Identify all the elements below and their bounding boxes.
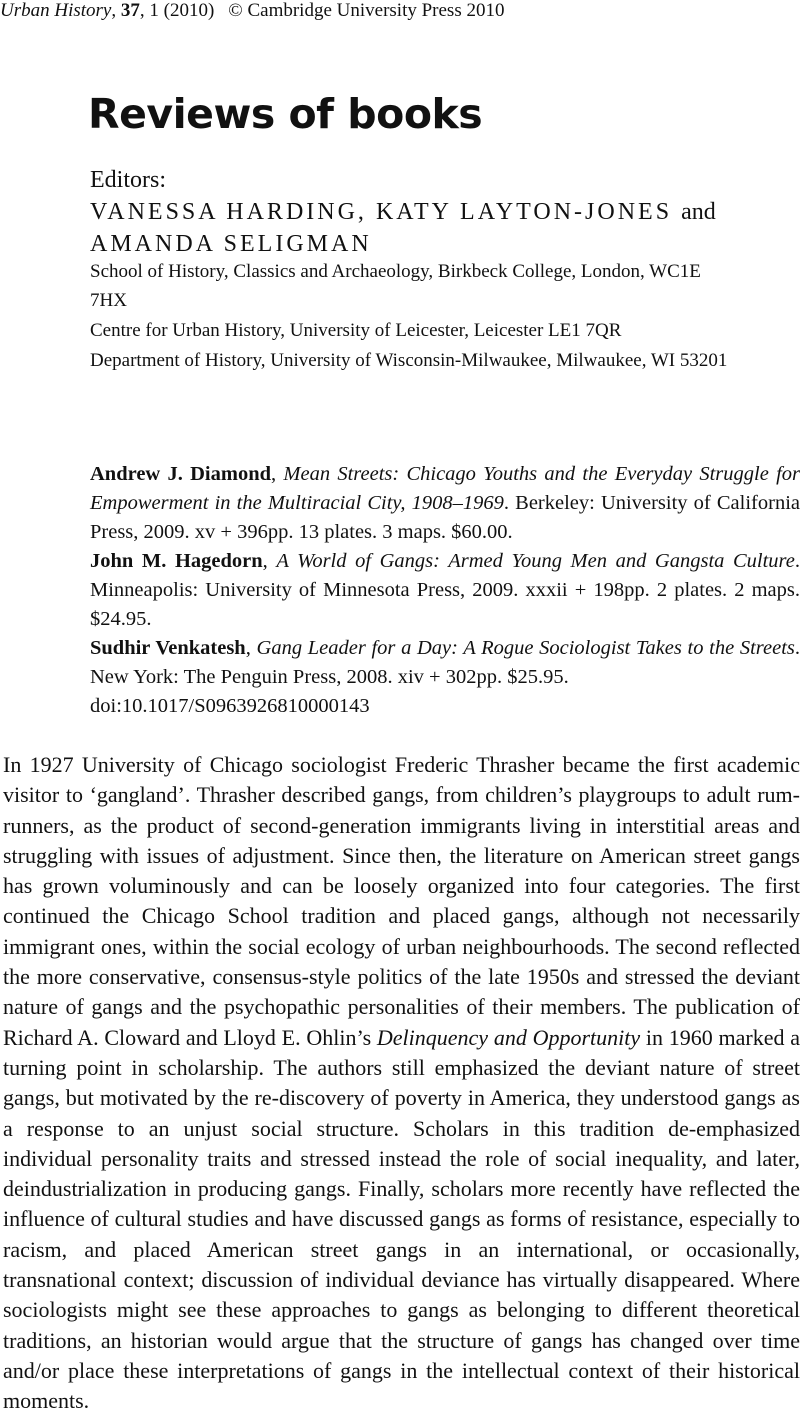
book-title: Gang Leader for a Day: A Rogue Sociologist Takes to the Streets bbox=[256, 637, 795, 659]
editor-name: AMANDA SELIGMAN bbox=[90, 231, 372, 257]
review-text: In 1927 University of Chicago sociologist Frederic Thrasher became the first academic visitor to ‘gangland’. Thrasher described gangs, from children’s playgroups to adult rum-runners, as the product of second-generation immigrants living in interstitial areas and struggling with issues of adjustment. Since then, the literature on American street gangs has grown voluminously and can be loosely organized into four categories. The first continued the Chicago School tradition and placed gangs, although not necessarily immigrant ones, within the social ecology of urban neighbourhoods. The second reflected the more conservative, consensus-style politics of the late 1950s and stressed the deviant nature of gangs and the psychopathic personalities of their members. The publication of Richard A. Cloward and Lloyd E. Ohlin’s bbox=[3, 752, 800, 1050]
affiliation: Department of History, University of Wisconsin-Milwaukee, Milwaukee, WI 53201 bbox=[90, 350, 728, 371]
book-title: Mean Streets: Chicago Youths and the Everyday Struggle for Empowerment in the Multiracial City, 1908–1969 bbox=[90, 463, 800, 514]
book-details: . Minneapolis: University of Minnesota Press, 2009. xxxii + 198pp. 2 plates. 2 maps. $24.95. bbox=[90, 550, 800, 630]
book-title: A World of Gangs: Armed Young Men and Gangsta Culture bbox=[276, 550, 795, 572]
book-citation: Sudhir Venkatesh, Gang Leader for a Day: A Rogue Sociologist Takes to the Streets. New York: The Penguin Press, 2008. xiv + 302pp. $25.95. bbox=[90, 637, 800, 688]
book-citation: Andrew J. Diamond, Mean Streets: Chicago Youths and the Everyday Struggle for Empowerment in the Multiracial City, 1908–1969. Berkeley: University of California Press, 2009. xv + 396pp. 13 plates. 3 maps. $60.00. bbox=[90, 463, 800, 543]
doi: doi:10.1017/S0963926810000143 bbox=[90, 695, 370, 717]
review-body bbox=[3, 750, 800, 1417]
editor-name: KATY LAYTON-JONES bbox=[375, 199, 673, 225]
page-title: Reviews of books bbox=[88, 90, 483, 138]
issue-year: , 1 (2010) bbox=[139, 0, 215, 21]
book-citation: John M. Hagedorn, A World of Gangs: Armed Young Men and Gangsta Culture. Minneapolis: University of Minnesota Press, 2009. xxxii + 198pp. 2 plates. 2 maps. $24.95. bbox=[90, 550, 800, 630]
volume-number: 37 bbox=[120, 0, 140, 21]
books-reviewed bbox=[90, 460, 800, 721]
affiliation: Centre for Urban History, University of Leicester, Leicester LE1 7QR bbox=[90, 320, 622, 341]
editor-name: VANESSA HARDING, bbox=[90, 199, 367, 225]
cited-book-title: Delinquency and Opportunity bbox=[376, 1024, 641, 1050]
running-head: Urban History, 37, 1 (2010) © Cambridge University Press 2010 bbox=[0, 0, 505, 21]
affiliation: School of History, Classics and Archaeology, Birkbeck College, London, WC1E 7HX bbox=[90, 261, 701, 311]
editors-label: Editors: bbox=[90, 167, 166, 193]
book-details: . New York: The Penguin Press, 2008. xiv + 302pp. $25.95. bbox=[90, 637, 800, 688]
copyright-notice: © Cambridge University Press 2010 bbox=[228, 0, 505, 21]
review-text: in 1960 marked a turning point in scholarship. The authors still emphasized the deviant nature of street gangs, but motivated by the re-discovery of poverty in America, they understood gangs as a response to an unjust social structure. Scholars in this tradition de-emphasized individual personality traits and stressed instead the role of social inequality, and later, deindustrialization in producing gangs. Finally, scholars more recently have reflected the influence of cultural studies and have discussed gangs as forms of resistance, especially to racism, and placed American street gangs in an international, or occasionally, transnational context; discussion of individual deviance has virtually disappeared. Where sociologists might see these approaches to gangs as belonging to different theoretical traditions, an historian would argue that the structure of gangs has changed over time and/or place these interpretations of gangs in the intellectual context of their historical moments. bbox=[3, 1024, 800, 1414]
journal-name: Urban History bbox=[0, 0, 112, 21]
book-details: . Berkeley: University of California Press, 2009. xv + 396pp. 13 plates. 3 maps. $60.00. bbox=[90, 492, 800, 543]
book-author: John M. Hagedorn bbox=[90, 550, 263, 572]
editors-conjunction: and bbox=[681, 199, 716, 225]
book-author: Andrew J. Diamond bbox=[90, 463, 272, 485]
editors-names bbox=[90, 196, 790, 260]
book-author: Sudhir Venkatesh bbox=[90, 637, 246, 659]
